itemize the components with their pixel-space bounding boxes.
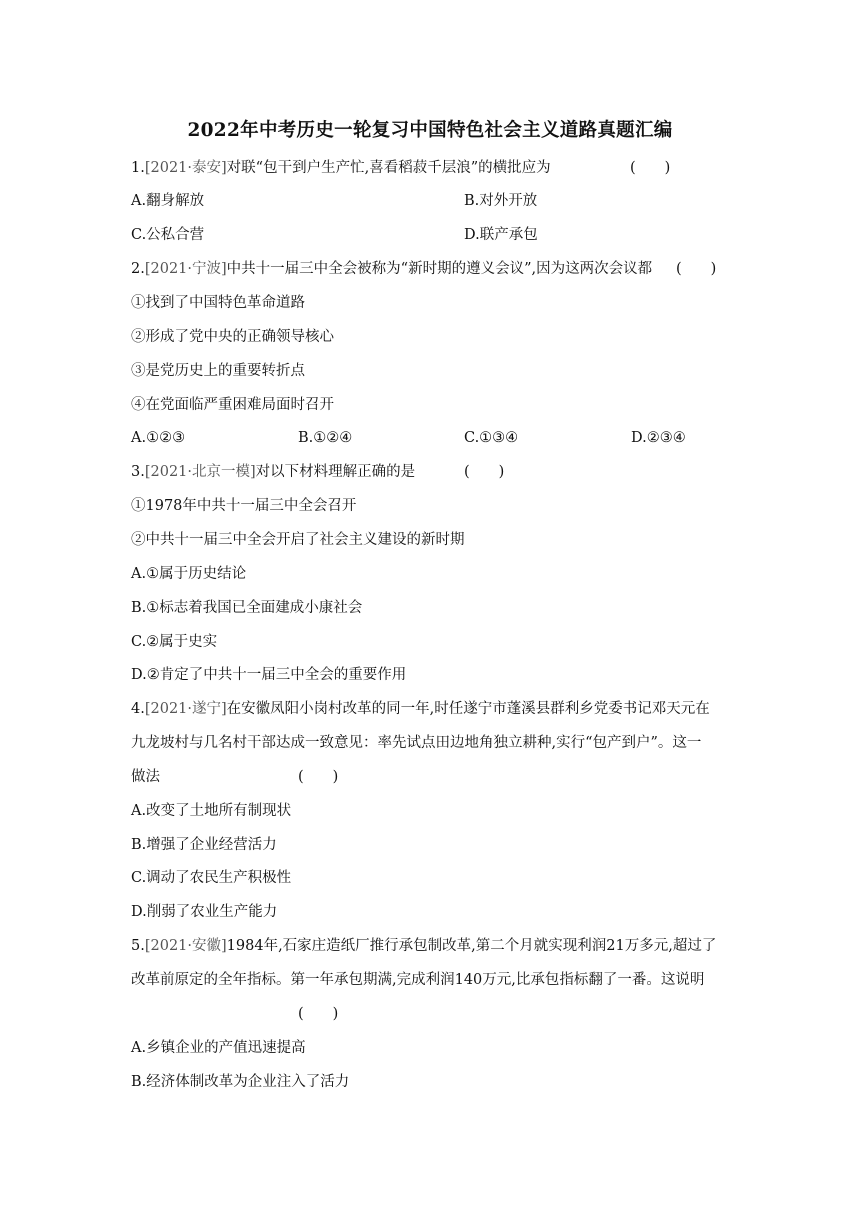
question-2-stem <box>131 259 652 279</box>
option-a: A.乡镇企业的产值迅速提高 <box>131 1040 306 1056</box>
question-text: 对联“包干到户生产忙,喜看稻菽千层浪”的横批应为 <box>226 160 551 176</box>
question-number: 3. <box>131 464 145 480</box>
option-c: C.调动了农民生产积极性 <box>131 870 292 886</box>
option-d: D.②肯定了中共十一届三中全会的重要作用 <box>131 667 407 683</box>
option-b: B.增强了企业经营活力 <box>131 837 277 853</box>
question-source: [2021·泰安] <box>144 160 227 176</box>
statement: ②形成了党中央的正确领导核心 <box>131 329 334 345</box>
option-a: A.①②③ <box>131 430 186 446</box>
question-text-line: 改革前原定的全年指标。第一年承包期满,完成利润140万元,比承包指标翻了一番。这说明 <box>131 972 705 988</box>
question-number: 5. <box>131 938 145 954</box>
question-source: [2021·安徽] <box>144 938 227 954</box>
question-source: [2021·北京一模] <box>144 464 256 480</box>
answer-blank: ( ) <box>676 261 717 277</box>
statement: ①1978年中共十一届三中全会召开 <box>131 498 357 514</box>
question-1-stem <box>131 158 551 178</box>
statement: ④在党面临严重困难局面时召开 <box>131 397 334 413</box>
answer-blank: ( ) <box>464 464 505 480</box>
question-number: 2. <box>131 261 145 277</box>
option-a: A.①属于历史结论 <box>131 566 247 582</box>
option-d: D.联产承包 <box>464 227 538 243</box>
question-text-line: 做法 <box>131 769 160 785</box>
option-c: C.②属于史实 <box>131 634 218 650</box>
question-source: [2021·遂宁] <box>144 701 227 717</box>
question-text: 对以下材料理解正确的是 <box>255 464 416 480</box>
option-b: B.①②④ <box>298 430 353 446</box>
statement: ②中共十一届三中全会开启了社会主义建设的新时期 <box>131 532 465 548</box>
question-text: 中共十一届三中全会被称为“新时期的遵义会议”,因为这两次会议都 <box>226 261 653 277</box>
question-text-line: 九龙坡村与几名村干部达成一致意见：率先试点田边地角独立耕种,实行“包产到户”。这一 <box>131 735 702 751</box>
question-number: 1. <box>131 160 145 176</box>
answer-blank: ( ) <box>630 160 671 176</box>
option-a: A.翻身解放 <box>131 193 205 209</box>
question-text: 1984年,石家庄造纸厂推行承包制改革,第二个月就实现利润21万多元,超过了 <box>226 938 717 954</box>
question-text: 在安徽凤阳小岗村改革的同一年,时任遂宁市蓬溪县群利乡党委书记邓天元在 <box>226 701 710 717</box>
answer-blank: ( ) <box>298 769 339 785</box>
option-d: D.②③④ <box>631 430 686 446</box>
question-5-stem <box>131 936 716 956</box>
document-title: 2022年中考历史一轮复习中国特色社会主义道路真题汇编 <box>187 120 673 141</box>
option-c: C.①③④ <box>464 430 519 446</box>
option-b: B.对外开放 <box>464 193 538 209</box>
option-a: A.改变了土地所有制现状 <box>131 803 292 819</box>
option-d: D.削弱了农业生产能力 <box>131 904 278 920</box>
option-c: C.公私合营 <box>131 227 205 243</box>
question-source: [2021·宁波] <box>144 261 227 277</box>
option-b: B.经济体制改革为企业注入了活力 <box>131 1074 350 1090</box>
answer-blank: ( ) <box>298 1006 339 1022</box>
statement: ①找到了中国特色革命道路 <box>131 295 305 311</box>
question-number: 4. <box>131 701 145 717</box>
question-4-stem <box>131 699 710 719</box>
question-3-stem <box>131 462 415 482</box>
statement: ③是党历史上的重要转折点 <box>131 363 305 379</box>
option-b: B.①标志着我国已全面建成小康社会 <box>131 600 363 616</box>
